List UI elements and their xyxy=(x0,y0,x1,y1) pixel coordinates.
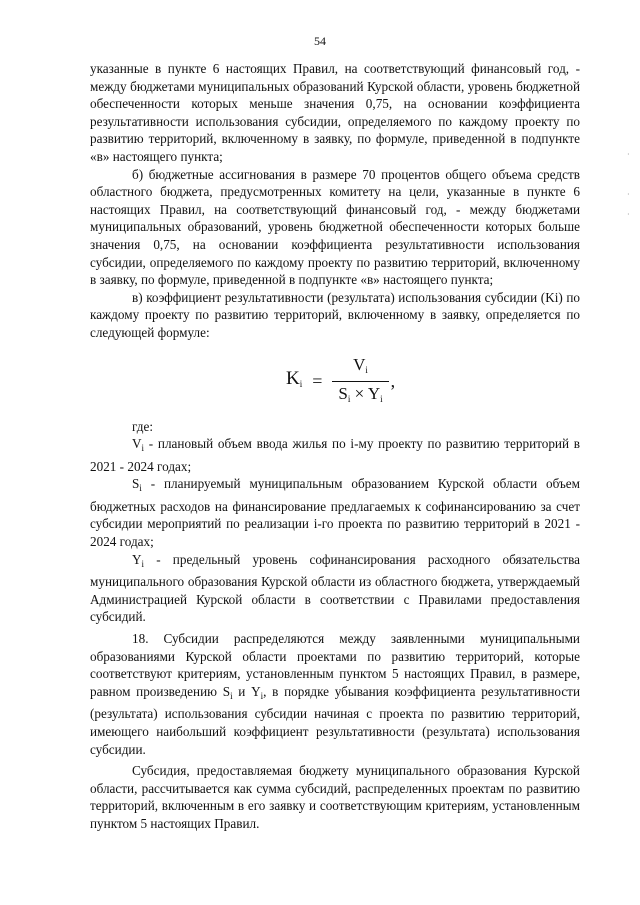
formula-denominator: $S_i \times Y_i$ xyxy=(332,381,388,409)
formula-numerator: $V_i$ xyxy=(353,354,368,375)
formula-comma: , xyxy=(390,371,396,392)
margin-mark: · xyxy=(627,210,630,219)
paragraph-b: б) бюджетные ассигнования в размере 70 процентов общего объема средств областного бюджета, предусмотренных комитету на цели, указанные в пункте 6 настоящих Правил, на соответствующий финансовый год, - между бюджетами муниципальных образований, уровень бюджетной обеспеченности которых больше значения 0,75, на основании коэффициента результативности использования субсидии, определяемого по каждому проекту по развитию территорий, включенному в заявку, по формуле, приведенной в подпункте «в» настоящего пункта; xyxy=(90,166,580,288)
formula-lhs: $K_i$ xyxy=(286,368,303,390)
page-number: 54 xyxy=(314,34,326,48)
formula-fraction xyxy=(332,356,388,409)
paragraph-continuation: указанные в пункте 6 настоящих Правил, на соответствующий финансовый год, - между бюджетами муниципальных образований Курской области, уровень бюджетной обеспеченности которых меньше значения 0,75, на основании коэффициента результативности использования субсидии, определяемого по каждому проекту по развитию территорий, включенному в заявку, по формуле, приведенной в подпункте «в» настоящего пункта; xyxy=(90,61,580,164)
paragraph-18: 18. Субсидии распределяются между заявленными муниципальными образованиями Курской области проектами по развитию территорий, которые соответствуют критериям, установленным пунктом 5 настоящих Правил, в размере, равном произведению $S_i$ и $Y_i$, в порядке убывания коэффициента результативности (результата) использования субсидии начиная с проекта по развитию территорий, имеющего наибольший коэффициент результативности (результата) использования субсидии. xyxy=(90,631,580,757)
paragraph-subsidy-total: Субсидия, предоставляемая бюджету муниципального образования Курской области, рассчитывается как сумма субсидий, распределенных проектам по развитию территорий, включенным в его заявку и соответствующим критериям, установленным пунктом 5 настоящих Правил. xyxy=(90,763,580,831)
definition-v: $V_i$ - плановый объем ввода жилья по i-му проекту по развитию территорий в 2021 - 2024 годах; xyxy=(90,436,580,474)
formula-block xyxy=(90,350,580,414)
formula xyxy=(286,356,395,409)
definition-y: $Y_i$ - предельный уровень софинансирования расходного обязательства муниципального образования Курской области из областного бюджета, утверждаемый Администрацией Курской области в соответствии с Правилами предоставления субсидий. xyxy=(90,551,580,625)
definition-s: $S_i$ - планируемый муниципальным образованием Курской области объем бюджетных расходов на финансирование предлагаемых к софинансированию за счет субсидии мероприятий по реализации i-го проекта по развитию территорий в 2021 - 2024 годах; xyxy=(90,476,580,550)
margin-mark: · xyxy=(627,150,630,159)
document-body xyxy=(90,60,580,833)
margin-mark: · xyxy=(627,190,630,199)
where-label: где: xyxy=(132,418,153,434)
formula-equals: = xyxy=(312,371,323,392)
paragraph-v: в) коэффициент результативности (результата) использования субсидии (Ki) по каждому проекту по развитию территорий, включенному в заявку, определяется по следующей формуле: xyxy=(90,289,580,340)
